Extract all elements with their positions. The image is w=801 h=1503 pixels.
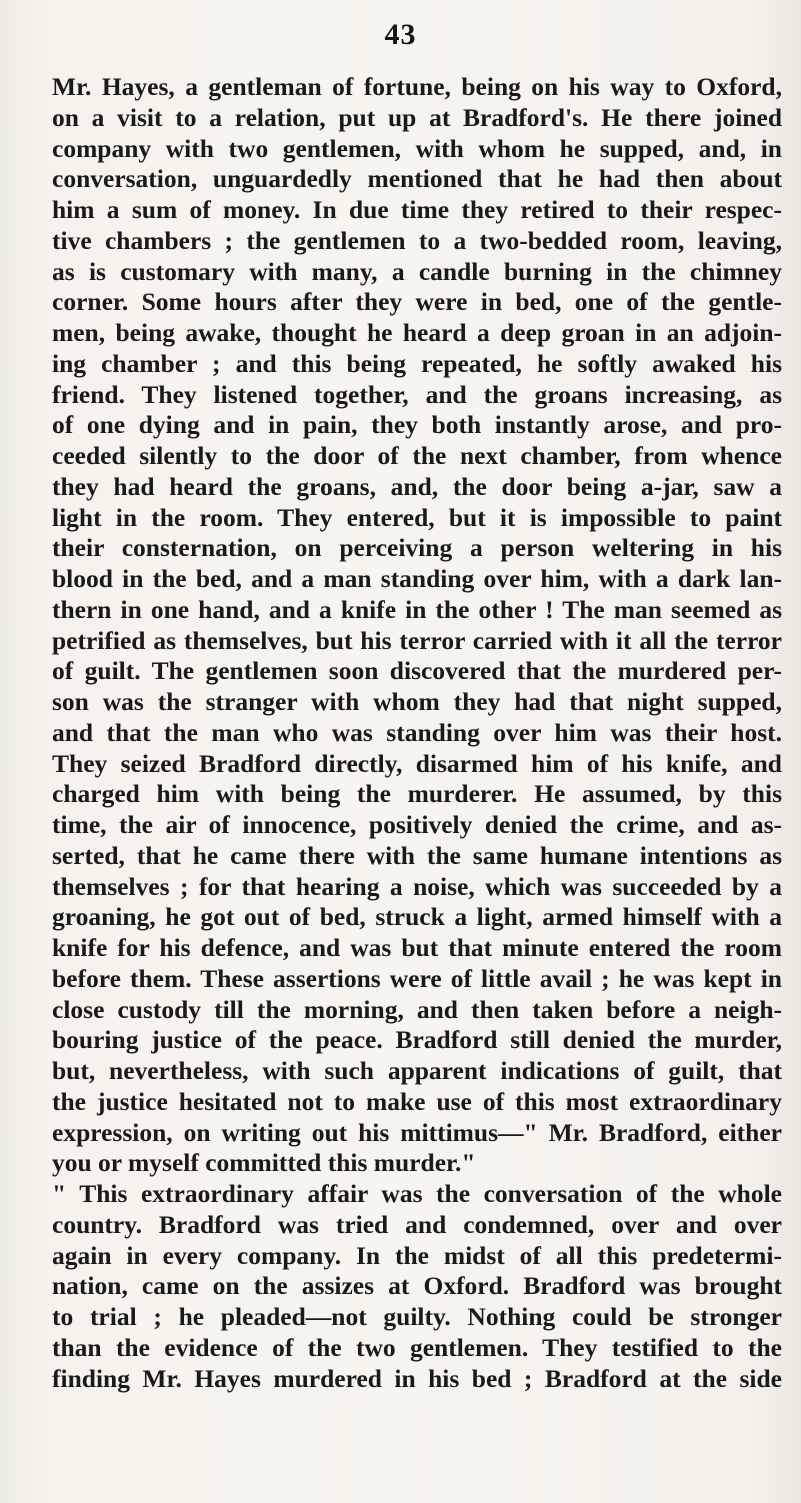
body-text <box>52 72 782 1394</box>
text-line: corner. Some hours after they were in bed, one of the gentle- <box>52 287 782 317</box>
text-line: They seized Bradford directly, disarmed him of his knife, and <box>52 748 782 778</box>
text-line: son was the stranger with whom they had that night supped, <box>52 687 782 716</box>
text-line: time, the air of innocence, positively denied the crime, and as- <box>52 810 782 839</box>
text-line: than the evidence of the two gentlemen. They testified to the <box>52 1332 782 1362</box>
text-line: groaning, he got out of bed, struck a light, armed himself with a <box>52 902 782 932</box>
text-line: men, being awake, thought he heard a deep groan in an adjoin- <box>52 318 782 347</box>
text-line: thern in one hand, and a knife in the other ! The man seemed as <box>52 594 782 624</box>
text-line: light in the room. They entered, but it is impossible to paint <box>52 502 782 532</box>
text-line: you or myself committed this murder." <box>52 1148 476 1178</box>
text-line: and that the man who was standing over him was their host. <box>52 717 782 747</box>
text-line: their consternation, on perceiving a person weltering in his <box>52 533 782 563</box>
text-line: " This extraordinary affair was the conversation of the whole <box>52 1179 782 1208</box>
text-line: ing chamber ; and this being repeated, he softly awaked his <box>52 348 782 378</box>
text-line: bouring justice of the peace. Bradford still denied the murder, <box>52 1025 782 1055</box>
text-line: charged him with being the murderer. He assumed, by this <box>52 779 782 809</box>
text-line: as is customary with many, a candle burning in the chimney <box>52 256 782 286</box>
text-line: tive chambers ; the gentlemen to a two-bedded room, leaving, <box>52 225 782 255</box>
text-line: nation, came on the assizes at Oxford. Bradford was brought <box>52 1271 782 1301</box>
text-line: but, nevertheless, with such apparent indications of guilt, that <box>52 1056 782 1085</box>
text-line: the justice hesitated not to make use of this most extraordinary <box>52 1086 782 1116</box>
text-line: they had heard the groans, and, the door being a-jar, saw a <box>52 471 782 501</box>
text-line: themselves ; for that hearing a noise, which was succeeded by a <box>52 871 782 901</box>
text-line: expression, on writing out his mittimus—" Mr. Bradford, either <box>52 1117 782 1147</box>
text-line: serted, that he came there with the same humane intentions as <box>52 840 782 870</box>
page-number: 43 <box>384 18 417 51</box>
text-line: conversation, unguardedly mentioned that he had then about <box>52 164 782 194</box>
text-line: petrified as themselves, but his terror carried with it all the terror <box>52 625 782 655</box>
text-line: again in every company. In the midst of all this predetermi- <box>52 1240 782 1270</box>
text-line: country. Bradford was tried and condemned, over and over <box>52 1209 782 1239</box>
text-line: Mr. Hayes, a gentleman of fortune, being on his way to Oxford, <box>52 72 782 101</box>
text-line: him a sum of money. In due time they retired to their respec- <box>52 195 782 224</box>
text-line: finding Mr. Hayes murdered in his bed ; Bradford at the side <box>52 1363 782 1393</box>
text-line: on a visit to a relation, put up at Bradford's. He there joined <box>52 102 782 132</box>
text-line: company with two gentlemen, with whom he supped, and, in <box>52 133 782 163</box>
text-line: friend. They listened together, and the groans increasing, as <box>52 379 782 409</box>
text-line: close custody till the morning, and then taken before a neigh- <box>52 994 782 1024</box>
text-line: of one dying and in pain, they both instantly arose, and pro- <box>52 410 782 440</box>
text-line: before them. These assertions were of little avail ; he was kept in <box>52 963 782 993</box>
text-line: blood in the bed, and a man standing over him, with a dark lan- <box>52 564 782 593</box>
text-line: ceeded silently to the door of the next chamber, from whence <box>52 441 782 470</box>
text-line: of guilt. The gentlemen soon discovered that the murdered per- <box>52 656 782 686</box>
text-line: to trial ; he pleaded—not guilty. Nothing could be stronger <box>52 1302 782 1331</box>
text-line: knife for his defence, and was but that minute entered the room <box>52 933 782 962</box>
